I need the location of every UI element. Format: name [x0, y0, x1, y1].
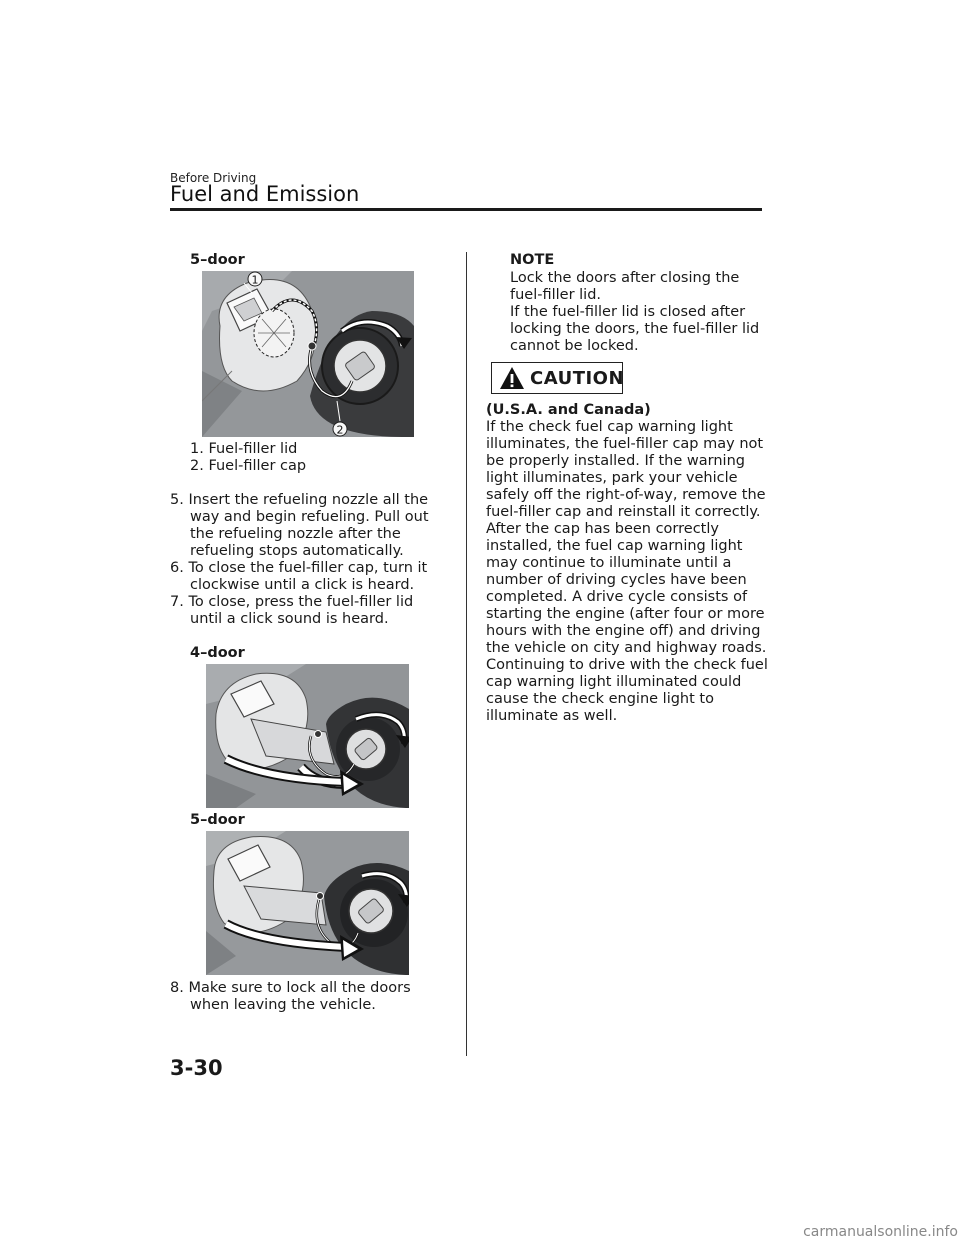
figure-1-fuel-cap-5door: [202, 271, 414, 437]
caution-heading: (U.S.A. and Canada): [486, 402, 651, 418]
section-label: Before Driving: [170, 171, 257, 185]
figure-2-label: 4–door: [190, 645, 245, 661]
page-title: Fuel and Emission: [170, 182, 360, 206]
legend-item-2: 2. Fuel-filler cap: [190, 458, 307, 474]
page-number: 3-30: [170, 1056, 223, 1080]
step-6-line-2: clockwise until a click is heard.: [190, 577, 415, 593]
figure-2-closing-lid-4door: [206, 664, 409, 808]
step-7-line-1: 7. To close, press the fuel-filler lid: [170, 594, 414, 610]
figure-1-callout-1: 1: [251, 273, 259, 287]
caution-line-4: light illuminates, park your vehicle: [486, 470, 738, 486]
warning-triangle-icon: [499, 366, 525, 390]
title-rule: [170, 208, 762, 211]
figure-1-label: 5–door: [190, 252, 245, 268]
figure-1-callout-2: 2: [336, 423, 344, 437]
footer-watermark: carmanualsonline.info: [803, 1224, 958, 1240]
caution-line-13: hours with the engine off) and driving: [486, 623, 761, 639]
caution-line-18: illuminate as well.: [486, 708, 618, 724]
caution-label: CAUTION: [530, 368, 625, 389]
legend-item-1: 1. Fuel-filler lid: [190, 441, 298, 457]
caution-line-6: fuel-filler cap and reinstall it correctly.: [486, 504, 761, 520]
step-5-line-2: way and begin refueling. Pull out: [190, 509, 429, 525]
caution-line-2: illuminates, the fuel-filler cap may not: [486, 436, 764, 452]
step-5-line-4: refueling stops automatically.: [190, 543, 404, 559]
step-7-line-2: until a click sound is heard.: [190, 611, 389, 627]
caution-line-7: After the cap has been correctly: [486, 521, 719, 537]
figure-3-closing-lid-5door: [206, 831, 409, 975]
caution-line-17: cause the check engine light to: [486, 691, 714, 707]
caution-line-1: If the check fuel cap warning light: [486, 419, 733, 435]
note-line-3: If the fuel-filler lid is closed after: [510, 304, 746, 320]
note-heading: NOTE: [510, 252, 555, 268]
caution-line-12: starting the engine (after four or more: [486, 606, 765, 622]
note-line-4: locking the doors, the fuel-filler lid: [510, 321, 760, 337]
note-line-2: fuel-filler lid.: [510, 287, 602, 303]
caution-line-3: be properly installed. If the warning: [486, 453, 745, 469]
step-8-line-1: 8. Make sure to lock all the doors: [170, 980, 411, 996]
column-divider: [466, 252, 467, 1056]
step-6-line-1: 6. To close the fuel-filler cap, turn it: [170, 560, 428, 576]
caution-box: [491, 362, 623, 394]
caution-line-11: completed. A drive cycle consists of: [486, 589, 748, 605]
figure-3-label: 5–door: [190, 812, 245, 828]
note-line-5: cannot be locked.: [510, 338, 639, 354]
caution-line-10: number of driving cycles have been: [486, 572, 747, 588]
step-5-line-3: the refueling nozzle after the: [190, 526, 401, 542]
caution-line-15: Continuing to drive with the check fuel: [486, 657, 768, 673]
caution-line-9: may continue to illuminate until a: [486, 555, 732, 571]
step-5-line-1: 5. Insert the refueling nozzle all the: [170, 492, 429, 508]
note-line-1: Lock the doors after closing the: [510, 270, 740, 286]
caution-line-14: the vehicle on city and highway roads.: [486, 640, 767, 656]
caution-line-16: cap warning light illuminated could: [486, 674, 742, 690]
caution-line-8: installed, the fuel cap warning light: [486, 538, 743, 554]
step-8-line-2: when leaving the vehicle.: [190, 997, 376, 1013]
caution-line-5: safely off the right-of-way, remove the: [486, 487, 766, 503]
